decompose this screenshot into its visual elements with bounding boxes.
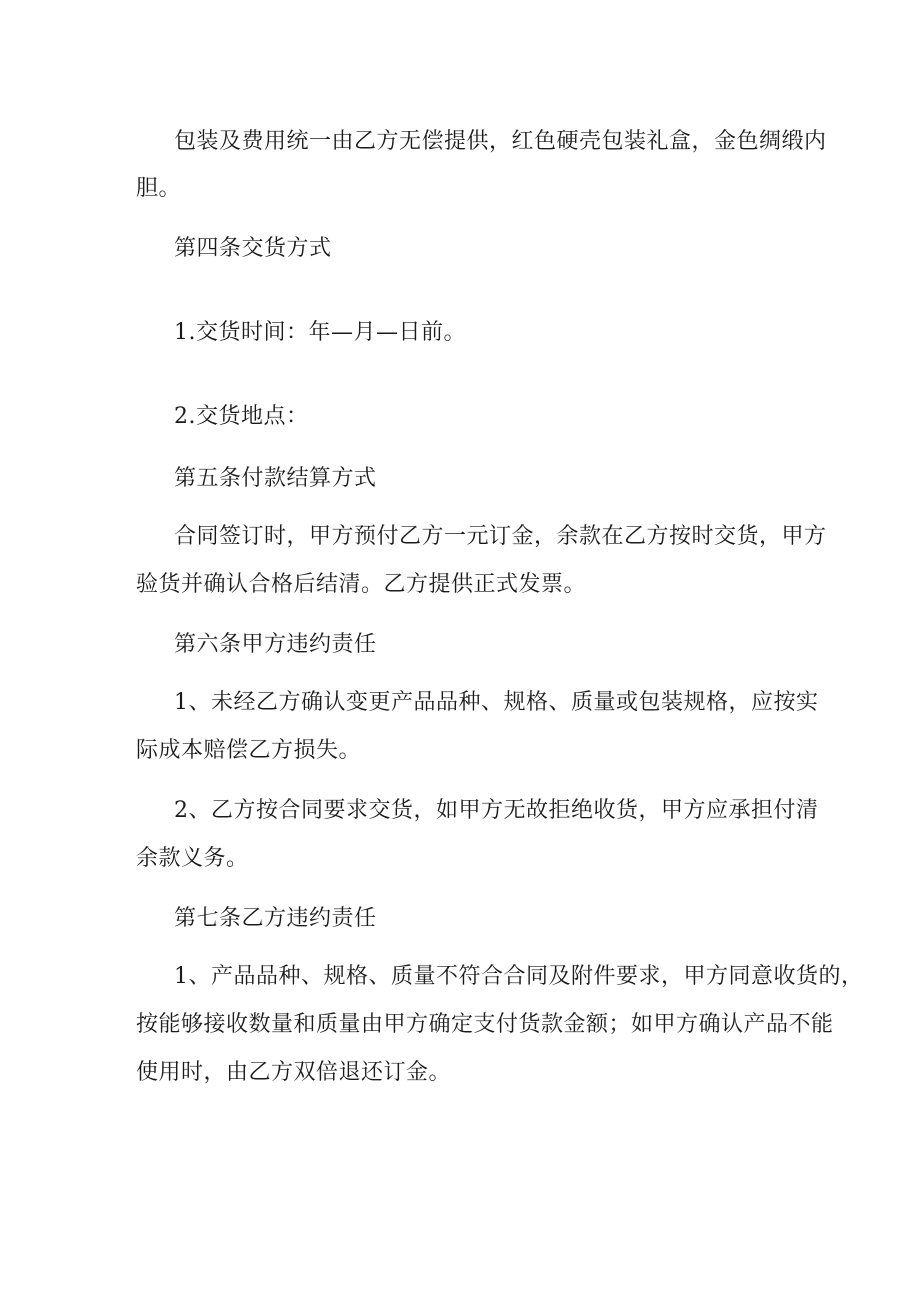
paragraph-party-a-1-line-2: 际成本赔偿乙方损失。 [136,738,362,763]
delivery-location: 2.交货地点： [174,404,309,429]
paragraph-party-b-1-line-3: 使用时，由乙方双倍退还订金。 [136,1060,452,1085]
paragraph-packaging-line-1: 包装及费用统一由乙方无偿提供，红色硬壳包装礼盒，金色绸缎内 [174,129,827,154]
heading-article-5: 第五条付款结算方式 [174,466,377,491]
paragraph-payment-line-1: 合同签订时，甲方预付乙方一元订金，余款在乙方按时交货，甲方 [174,524,827,549]
paragraph-party-a-2-line-2: 余款义务。 [136,846,249,871]
heading-article-6: 第六条甲方违约责任 [174,632,377,657]
delivery-time: 1.交货时间：年—月—日前。 [174,320,466,345]
heading-article-4: 第四条交货方式 [174,236,332,261]
paragraph-party-a-1-line-1: 1、未经乙方确认变更产品品种、规格、质量或包装规格，应按实 [174,690,819,715]
paragraph-party-b-1-line-2: 按能够接收数量和质量由甲方确定支付货款金额；如甲方确认产品不能 [136,1012,834,1037]
paragraph-party-a-2-line-1: 2、乙方按合同要求交货，如甲方无故拒绝收货，甲方应承担付清 [174,798,819,823]
paragraph-payment-line-2: 验货并确认合格后结清。乙方提供正式发票。 [136,572,587,597]
paragraph-packaging-line-2: 胆。 [136,176,182,201]
paragraph-party-b-1-line-1: 1、产品品种、规格、质量不符合合同及附件要求，甲方同意收货的， [174,964,864,989]
heading-article-7: 第七条乙方违约责任 [174,906,377,931]
